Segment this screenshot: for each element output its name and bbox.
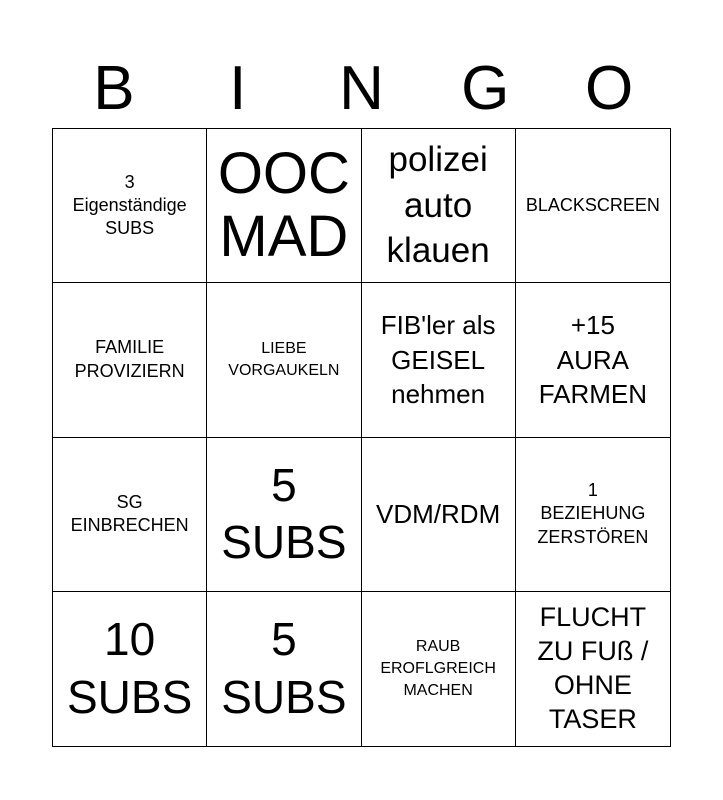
- cell-text: 5 SUBS: [221, 613, 347, 723]
- cell-text: polizei auto klauen: [386, 140, 490, 271]
- bingo-cell[interactable]: [207, 438, 361, 592]
- bingo-board: [52, 128, 671, 747]
- cell-text: 3 Eigenständige SUBS: [72, 171, 187, 239]
- header-letter-o: O: [584, 54, 634, 123]
- cell-text: 5 SUBS: [221, 458, 347, 569]
- bingo-cell[interactable]: [516, 283, 670, 437]
- bingo-cell[interactable]: [516, 592, 670, 746]
- cell-text: FAMILIE PROVIZIERN: [74, 337, 185, 381]
- header-letter-n: N: [339, 54, 384, 123]
- bingo-cell[interactable]: [53, 283, 207, 437]
- cell-text: 10 SUBS: [66, 613, 193, 723]
- cell-text: BLACKSCREEN: [525, 194, 660, 215]
- bingo-cell[interactable]: [362, 129, 516, 283]
- bingo-cell[interactable]: [516, 129, 670, 283]
- bingo-cell[interactable]: [53, 592, 207, 746]
- cell-text: FIB'ler als GEISEL nehmen: [380, 310, 496, 410]
- bingo-cell[interactable]: [207, 592, 361, 746]
- header-letter-b: B: [93, 54, 135, 123]
- bingo-cell[interactable]: [53, 438, 207, 592]
- bingo-cell[interactable]: [362, 438, 516, 592]
- cell-text: OOC MAD: [217, 141, 350, 269]
- cell-text: LIEBE VORGAUKELN: [228, 340, 340, 379]
- bingo-cell[interactable]: [362, 592, 516, 746]
- cell-text: 1 BEZIEHUNG ZERSTÖREN: [537, 480, 649, 547]
- bingo-cell[interactable]: [362, 283, 516, 437]
- cell-text: RAUB EROFLGREICH MACHEN: [380, 638, 496, 699]
- cell-text: FLUCHT ZU FUß / OHNE TASER: [537, 602, 649, 734]
- cell-text: VDM/RDM: [376, 498, 501, 529]
- bingo-header: [52, 50, 671, 128]
- bingo-cell[interactable]: [207, 283, 361, 437]
- header-letter-g: G: [461, 54, 510, 123]
- cell-text: +15 AURA FARMEN: [538, 310, 648, 410]
- bingo-cell[interactable]: [516, 438, 670, 592]
- cell-text: SG EINBRECHEN: [70, 491, 189, 536]
- header-letter-i: I: [229, 54, 247, 123]
- bingo-cell[interactable]: [53, 129, 207, 283]
- bingo-cell[interactable]: [207, 129, 361, 283]
